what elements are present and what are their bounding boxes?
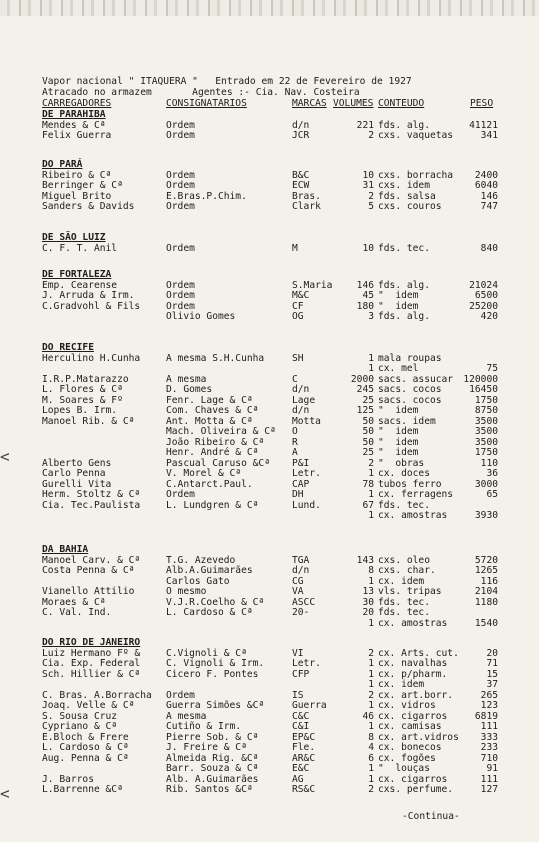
weight-cell: 6040 xyxy=(474,180,498,191)
mark-cell: CAP xyxy=(292,478,310,490)
contents-cell: cx. mel xyxy=(378,363,419,374)
margin-mark: < xyxy=(0,447,10,466)
merchant-cell: M. Soares & Fº xyxy=(42,394,123,406)
merchant-cell: Carlo Penna xyxy=(42,468,106,479)
merchant-cell: Aug. Penna & Cª xyxy=(42,752,129,764)
volume-cell: 3 xyxy=(368,311,374,322)
merchant-cell: J. Arruda & Irm. xyxy=(42,290,135,301)
section-title: DO PARÁ xyxy=(42,159,83,170)
volume-cell: 1 xyxy=(368,658,374,669)
merchant-cell: Vianello Attilio xyxy=(42,586,135,597)
mark-cell: EP&C xyxy=(292,731,316,743)
merchant-cell: Alberto Gens xyxy=(42,457,112,469)
contents-cell: cxs. vaquetas xyxy=(378,130,454,141)
weight-cell: 111 xyxy=(480,721,498,732)
contents-cell: cx. p/pharm. xyxy=(378,668,448,680)
contents-cell: mala roupas xyxy=(378,352,442,364)
contents-cell: cx. camisas xyxy=(378,721,442,732)
merchant-cell: Cypriano & Cª xyxy=(42,721,118,732)
volume-cell: 221 xyxy=(356,119,374,131)
weight-cell: 91 xyxy=(486,763,498,774)
consignee-cell: Guerra Simões &Cª xyxy=(166,700,265,711)
contents-cell: cx. idem xyxy=(378,679,425,690)
contents-cell: fds. tec. xyxy=(378,499,430,511)
volume-cell: 1 xyxy=(368,679,374,690)
weight-cell: 116 xyxy=(480,575,498,587)
volume-cell: 125 xyxy=(356,405,374,416)
col-weight: PESO xyxy=(470,98,494,109)
mark-cell: VA xyxy=(292,586,304,597)
consignee-cell: Cicero F. Pontes xyxy=(166,668,259,680)
mark-cell: VI xyxy=(292,647,304,659)
volume-cell: 2 xyxy=(368,647,374,659)
weight-cell: 146 xyxy=(480,190,498,202)
mark-cell: Clark xyxy=(292,201,321,212)
merchant-cell: Miguel Brito xyxy=(42,190,112,202)
merchant-cell: Lopes B. Irm. xyxy=(42,405,118,416)
weight-cell: 3500 xyxy=(474,415,498,427)
weight-cell: 127 xyxy=(480,784,498,795)
contents-cell: cx. Arts. cut. xyxy=(378,647,459,659)
mark-cell: R xyxy=(292,436,298,448)
merchant-cell: Mendes & Cª xyxy=(42,119,106,131)
weight-cell: 25200 xyxy=(469,300,498,312)
mark-cell: P&I xyxy=(292,457,310,469)
mark-cell: C xyxy=(292,373,298,385)
merchant-cell: Cia. Exp. Federal xyxy=(42,658,141,669)
mark-cell: A xyxy=(292,447,298,458)
contents-cell: sacs. cocos xyxy=(378,394,442,406)
volume-cell: 1 xyxy=(368,352,374,364)
contents-cell: fds. alg. xyxy=(378,311,430,322)
volume-cell: 1 xyxy=(368,668,374,680)
weight-cell: 1540 xyxy=(474,617,498,629)
weight-cell: 840 xyxy=(480,242,498,254)
weight-cell: 75 xyxy=(486,363,498,374)
consignee-cell: V. Morel & Cª xyxy=(166,468,242,479)
consignee-cell: João Ribeiro & Cª xyxy=(166,436,265,448)
weight-cell: 233 xyxy=(480,742,498,753)
mark-cell: Bras. xyxy=(292,190,321,202)
mark-cell: Fle. xyxy=(292,742,316,753)
mark-cell: AR&C xyxy=(292,752,316,764)
volume-cell: 1 xyxy=(368,510,374,521)
contents-cell: cx. ferragens xyxy=(378,489,454,500)
mark-cell: O xyxy=(292,426,298,437)
weight-cell: 123 xyxy=(480,700,498,711)
contents-cell: fds. tec. xyxy=(378,607,430,618)
contents-cell: fds. tec. xyxy=(378,596,430,608)
consignee-cell: Almeida Rig. &Cª xyxy=(166,752,259,764)
weight-cell: 16450 xyxy=(469,384,498,395)
contents-cell: vls. tripas xyxy=(378,586,442,597)
contents-cell: tubos ferro xyxy=(378,478,442,490)
mark-cell: TGA xyxy=(292,554,310,566)
merchant-cell: Moraes & Cª xyxy=(42,596,106,608)
weight-cell: 8750 xyxy=(474,405,498,416)
consignee-cell: Carlos Gato xyxy=(166,575,230,587)
consignee-cell: Cutiño & Irm. xyxy=(166,721,242,732)
contents-cell: " idem xyxy=(378,447,419,458)
consignee-cell: D. Gomes xyxy=(166,384,213,395)
volume-cell: 20 xyxy=(362,607,374,618)
merchant-cell: L. Cardoso & Cª xyxy=(42,742,129,753)
mark-cell: d/n xyxy=(292,405,310,416)
volume-cell: 78 xyxy=(362,478,374,490)
consignee-cell: T.G. Azevedo xyxy=(166,554,236,566)
weight-cell: 265 xyxy=(480,689,498,701)
col-volumes: VOLUMES xyxy=(333,98,374,109)
consignee-cell: A mesma xyxy=(166,710,207,722)
mark-cell: IS xyxy=(292,689,304,701)
weight-cell: 6819 xyxy=(474,710,498,722)
section-title: DA BAHIA xyxy=(42,544,89,555)
volume-cell: 50 xyxy=(362,426,374,437)
weight-cell: 5720 xyxy=(474,554,498,566)
merchant-cell: I.R.P.Matarazzo xyxy=(42,373,129,385)
merchant-cell: Berringer & Cª xyxy=(42,180,123,191)
contents-cell: cx. cigarros xyxy=(378,710,448,722)
contents-cell: " idem xyxy=(378,290,419,301)
volume-cell: 245 xyxy=(356,384,374,395)
footer-text: -Continua- xyxy=(402,811,460,822)
contents-cell: cx. bonecos xyxy=(378,742,442,753)
weight-cell: 1750 xyxy=(474,447,498,458)
weight-cell: 2104 xyxy=(474,586,498,597)
volume-cell: 143 xyxy=(356,554,374,566)
mark-cell: RS&C xyxy=(292,784,316,795)
merchant-cell: Ribeiro & Cª xyxy=(42,169,112,181)
merchant-cell: Herm. Stoltz & Cª xyxy=(42,489,141,500)
merchant-cell: Sch. Hillier & Cª xyxy=(42,668,141,680)
volume-cell: 8 xyxy=(368,731,374,743)
merchant-cell: Cia. Tec.Paulista xyxy=(42,499,141,511)
merchant-cell: C. Val. Ind. xyxy=(42,607,112,618)
weight-cell: 36 xyxy=(486,468,498,479)
mark-cell: SH xyxy=(292,352,304,364)
merchant-cell: Sanders & Davids xyxy=(42,201,135,212)
consignee-cell: Ordem xyxy=(166,130,195,141)
mark-cell: Guerra xyxy=(292,700,327,711)
weight-cell: 1265 xyxy=(474,565,498,576)
volume-cell: 1 xyxy=(368,575,374,587)
scan-top-border xyxy=(0,0,539,16)
weight-cell: 3500 xyxy=(474,436,498,448)
mark-cell: CG xyxy=(292,575,304,587)
contents-cell: sacs. cocos xyxy=(378,384,442,395)
contents-cell: cxs. perfume. xyxy=(378,784,454,795)
contents-cell: cxs. oleo xyxy=(378,554,430,566)
merchant-cell: J. Barros xyxy=(42,773,94,785)
consignee-cell: Ordem xyxy=(166,201,195,212)
merchant-cell: L. Flores & Cª xyxy=(42,384,123,395)
consignee-cell: Fenr. Lage & Cª xyxy=(166,394,253,406)
weight-cell: 3500 xyxy=(474,426,498,437)
weight-cell: 120000 xyxy=(463,373,498,385)
consignee-cell: C.Antarct.Paul. xyxy=(166,478,253,490)
contents-cell: " louças xyxy=(378,763,430,774)
contents-cell: cxs. borracha xyxy=(378,169,454,181)
volume-cell: 1 xyxy=(368,763,374,774)
merchant-cell: S. Sousa Cruz xyxy=(42,710,118,722)
contents-cell: cx. vidros xyxy=(378,700,436,711)
volume-cell: 2000 xyxy=(350,373,374,385)
consignee-cell: E.Bras.P.Chim. xyxy=(166,190,247,202)
consignee-cell: A mesma S.H.Cunha xyxy=(166,352,265,364)
merchant-cell: E.Bloch & Frere xyxy=(42,731,129,743)
weight-cell: 3000 xyxy=(474,478,498,490)
consignee-cell: Com. Chaves & Cª xyxy=(166,405,259,416)
contents-cell: fds. tec. xyxy=(378,242,430,254)
merchant-cell: Gurelli Vita xyxy=(42,478,112,490)
contents-cell: cxs. char. xyxy=(378,565,436,576)
weight-cell: 71 xyxy=(486,658,498,669)
contents-cell: sacs. idem xyxy=(378,415,436,427)
mark-cell: CF xyxy=(292,300,304,312)
weight-cell: 3930 xyxy=(474,510,498,521)
contents-cell: cxs. idem xyxy=(378,180,430,191)
section-title: DE FORTALEZA xyxy=(42,269,112,280)
consignee-cell: A mesma xyxy=(166,373,207,385)
consignee-cell: Ordem xyxy=(166,180,195,191)
mark-cell: Lund. xyxy=(292,499,321,511)
volume-cell: 13 xyxy=(362,586,374,597)
contents-cell: cx. doces xyxy=(378,468,430,479)
contents-cell: " idem xyxy=(378,300,419,312)
contents-cell: cx. idem xyxy=(378,575,425,587)
mark-cell: Letr. xyxy=(292,468,321,479)
contents-cell: " idem xyxy=(378,405,419,416)
continua-footer xyxy=(402,811,460,832)
consignee-cell: C.Vignoli & Cª xyxy=(166,647,247,659)
merchant-cell: Emp. Cearense xyxy=(42,279,118,291)
mark-cell: C&C xyxy=(292,710,310,722)
mark-cell: DH xyxy=(292,489,304,500)
consignee-cell: Ordem xyxy=(166,489,195,500)
contents-cell: " idem xyxy=(378,426,419,437)
weight-cell: 710 xyxy=(480,752,498,764)
volume-cell: 50 xyxy=(362,436,374,448)
col-consignee: CONSIGNATARIOS xyxy=(166,98,247,109)
merchant-cell: Manoel Carv. & Cª xyxy=(42,554,141,566)
volume-cell: 1 xyxy=(368,489,374,500)
weight-cell: 111 xyxy=(480,773,498,785)
merchant-cell: L.Barrenne &Cª xyxy=(42,784,123,795)
mark-cell: AG xyxy=(292,773,304,785)
consignee-cell: Ordem xyxy=(166,300,195,312)
volume-cell: 25 xyxy=(362,447,374,458)
consignee-cell: V.J.R.Coelho & Cª xyxy=(166,596,265,608)
mark-cell: OG xyxy=(292,311,304,322)
section-title: DE PARAHIBA xyxy=(42,109,106,120)
section-title: DE SÃO LUIZ xyxy=(42,232,106,243)
berth-agent-line: Atracado no armazem Agentes :- Cia. Nav. Costeira xyxy=(42,87,360,98)
merchant-cell: C.Gradvohl & Fils xyxy=(42,300,141,312)
contents-cell: cx. art.borr. xyxy=(378,689,454,701)
volume-cell: 50 xyxy=(362,415,374,427)
mark-cell: B&C xyxy=(292,169,310,181)
weight-cell: 65 xyxy=(486,489,498,500)
consignee-cell: J. Freire & Cª xyxy=(166,742,247,753)
weight-cell: 2400 xyxy=(474,169,498,181)
weight-cell: 110 xyxy=(480,457,498,469)
weight-cell: 333 xyxy=(480,731,498,743)
mark-cell: S.Maria xyxy=(292,279,333,291)
volume-cell: 4 xyxy=(368,742,374,753)
volume-cell: 2 xyxy=(368,190,374,202)
volume-cell: 25 xyxy=(362,394,374,406)
contents-cell: fds. alg. xyxy=(378,119,430,131)
weight-cell: 341 xyxy=(480,130,498,141)
mark-cell: d/n xyxy=(292,565,310,576)
col-contents: CONTEUDO xyxy=(378,98,425,109)
contents-cell: cx. fogões xyxy=(378,752,436,764)
mark-cell: Motta xyxy=(292,415,321,427)
volume-cell: 1 xyxy=(368,773,374,785)
consignee-cell: Rib. Santos &Cª xyxy=(166,784,253,795)
contents-cell: fds. alg. xyxy=(378,279,430,291)
weight-cell: 41121 xyxy=(469,119,498,131)
weight-cell: 747 xyxy=(480,201,498,212)
contents-cell: " obras xyxy=(378,457,425,469)
weight-cell: 21024 xyxy=(469,279,498,291)
contents-cell: cx. navalhas xyxy=(378,658,448,669)
volume-cell: 5 xyxy=(368,201,374,212)
volume-cell: 31 xyxy=(362,180,374,191)
volume-cell: 30 xyxy=(362,596,374,608)
volume-cell: 46 xyxy=(362,710,374,722)
mark-cell: ECW xyxy=(292,180,310,191)
consignee-cell: Pascual Caruso &Cª xyxy=(166,457,270,469)
contents-cell: cx. amostras xyxy=(378,617,448,629)
col-marks: MARCAS xyxy=(292,98,327,109)
consignee-cell: C. Vignoli & Irm. xyxy=(166,658,265,669)
volume-cell: 1 xyxy=(368,700,374,711)
volume-cell: 1 xyxy=(368,363,374,374)
mark-cell: Letr. xyxy=(292,658,321,669)
consignee-cell: Pierre Sob. & Cª xyxy=(166,731,259,743)
consignee-cell: Ordem xyxy=(166,242,195,254)
weight-cell: 37 xyxy=(486,679,498,690)
volume-cell: 1 xyxy=(368,468,374,479)
merchant-cell: Manoel Rib. & Cª xyxy=(42,415,135,427)
consignee-cell: Henr. André & Cª xyxy=(166,447,259,458)
mark-cell: d/n xyxy=(292,384,310,395)
merchant-cell: Costa Penna & Cª xyxy=(42,565,135,576)
mark-cell: E&C xyxy=(292,763,310,774)
consignee-cell: O mesmo xyxy=(166,586,207,597)
col-merchant: CARREGADORES xyxy=(42,98,112,109)
volume-cell: 10 xyxy=(362,169,374,181)
volume-cell: 6 xyxy=(368,752,374,764)
contents-cell: fds. salsa xyxy=(378,190,436,202)
volume-cell: 146 xyxy=(356,279,374,291)
weight-cell: 1750 xyxy=(474,394,498,406)
volume-cell: 1 xyxy=(368,617,374,629)
volume-cell: 2 xyxy=(368,130,374,141)
contents-cell: cx. amostras xyxy=(378,510,448,521)
margin-mark: < xyxy=(0,784,10,803)
volume-cell: 2 xyxy=(368,689,374,701)
volume-cell: 180 xyxy=(356,300,374,312)
contents-cell: cxs. couros xyxy=(378,201,442,212)
merchant-cell: C. F. T. Anil xyxy=(42,242,118,254)
consignee-cell: L. Lundgren & Cª xyxy=(166,499,259,511)
mark-cell: CFP xyxy=(292,668,310,680)
contents-cell: sacs. assucar xyxy=(378,373,454,385)
mark-cell: 20- xyxy=(292,607,310,618)
weight-cell: 1180 xyxy=(474,596,498,608)
consignee-cell: Olivio Gomes xyxy=(166,311,236,322)
mark-cell: JCR xyxy=(292,130,310,141)
consignee-cell: Ordem xyxy=(166,689,195,701)
merchant-cell: Felix Guerra xyxy=(42,130,112,141)
mark-cell: Lage xyxy=(292,394,316,406)
mark-cell: d/n xyxy=(292,119,310,131)
consignee-cell: Ordem xyxy=(166,169,195,181)
section-title: DO RECIFE xyxy=(42,342,94,353)
volume-cell: 2 xyxy=(368,457,374,469)
vessel-arrival-line: Vapor nacional " ITAQUERA " Entrado em 22 de Fevereiro de 1927 xyxy=(42,76,412,87)
mark-cell: ASCC xyxy=(292,596,316,608)
section-title: DO RIO DE JANEIRO xyxy=(42,637,141,648)
consignee-cell: Ordem xyxy=(166,279,195,291)
merchant-cell: Luiz Hermano Fº & xyxy=(42,647,141,659)
consignee-cell: Ordem xyxy=(166,119,195,131)
consignee-cell: Alb. A.Guimarães xyxy=(166,773,259,785)
merchant-cell: Herculino H.Cunha xyxy=(42,352,141,364)
consignee-cell: Alb.A.Guimarães xyxy=(166,565,253,576)
mark-cell: M&C xyxy=(292,290,310,301)
merchant-cell: C. Bras. A.Borracha xyxy=(42,689,152,701)
volume-cell: 1 xyxy=(368,721,374,732)
merchant-cell: Joaq. Velle & Cª xyxy=(42,700,135,711)
contents-cell: cx. cigarros xyxy=(378,773,448,785)
consignee-cell: Ant. Motta & Cª xyxy=(166,415,253,427)
volume-cell: 67 xyxy=(362,499,374,511)
contents-cell: " idem xyxy=(378,436,419,448)
weight-cell: 6500 xyxy=(474,290,498,301)
consignee-cell: L. Cardoso & Cª xyxy=(166,607,253,618)
consignee-cell: Mach. Oliveira & Cª xyxy=(166,426,276,437)
weight-cell: 420 xyxy=(480,311,498,322)
volume-cell: 10 xyxy=(362,242,374,254)
volume-cell: 8 xyxy=(368,565,374,576)
contents-cell: cx. art.vidros xyxy=(378,731,459,743)
volume-cell: 45 xyxy=(362,290,374,301)
mark-cell: M xyxy=(292,242,298,254)
weight-cell: 20 xyxy=(486,647,498,659)
volume-cell: 2 xyxy=(368,784,374,795)
mark-cell: C&I xyxy=(292,721,310,732)
consignee-cell: Barr. Souza & Cª xyxy=(166,763,259,774)
weight-cell: 15 xyxy=(486,668,498,680)
consignee-cell: Ordem xyxy=(166,290,195,301)
